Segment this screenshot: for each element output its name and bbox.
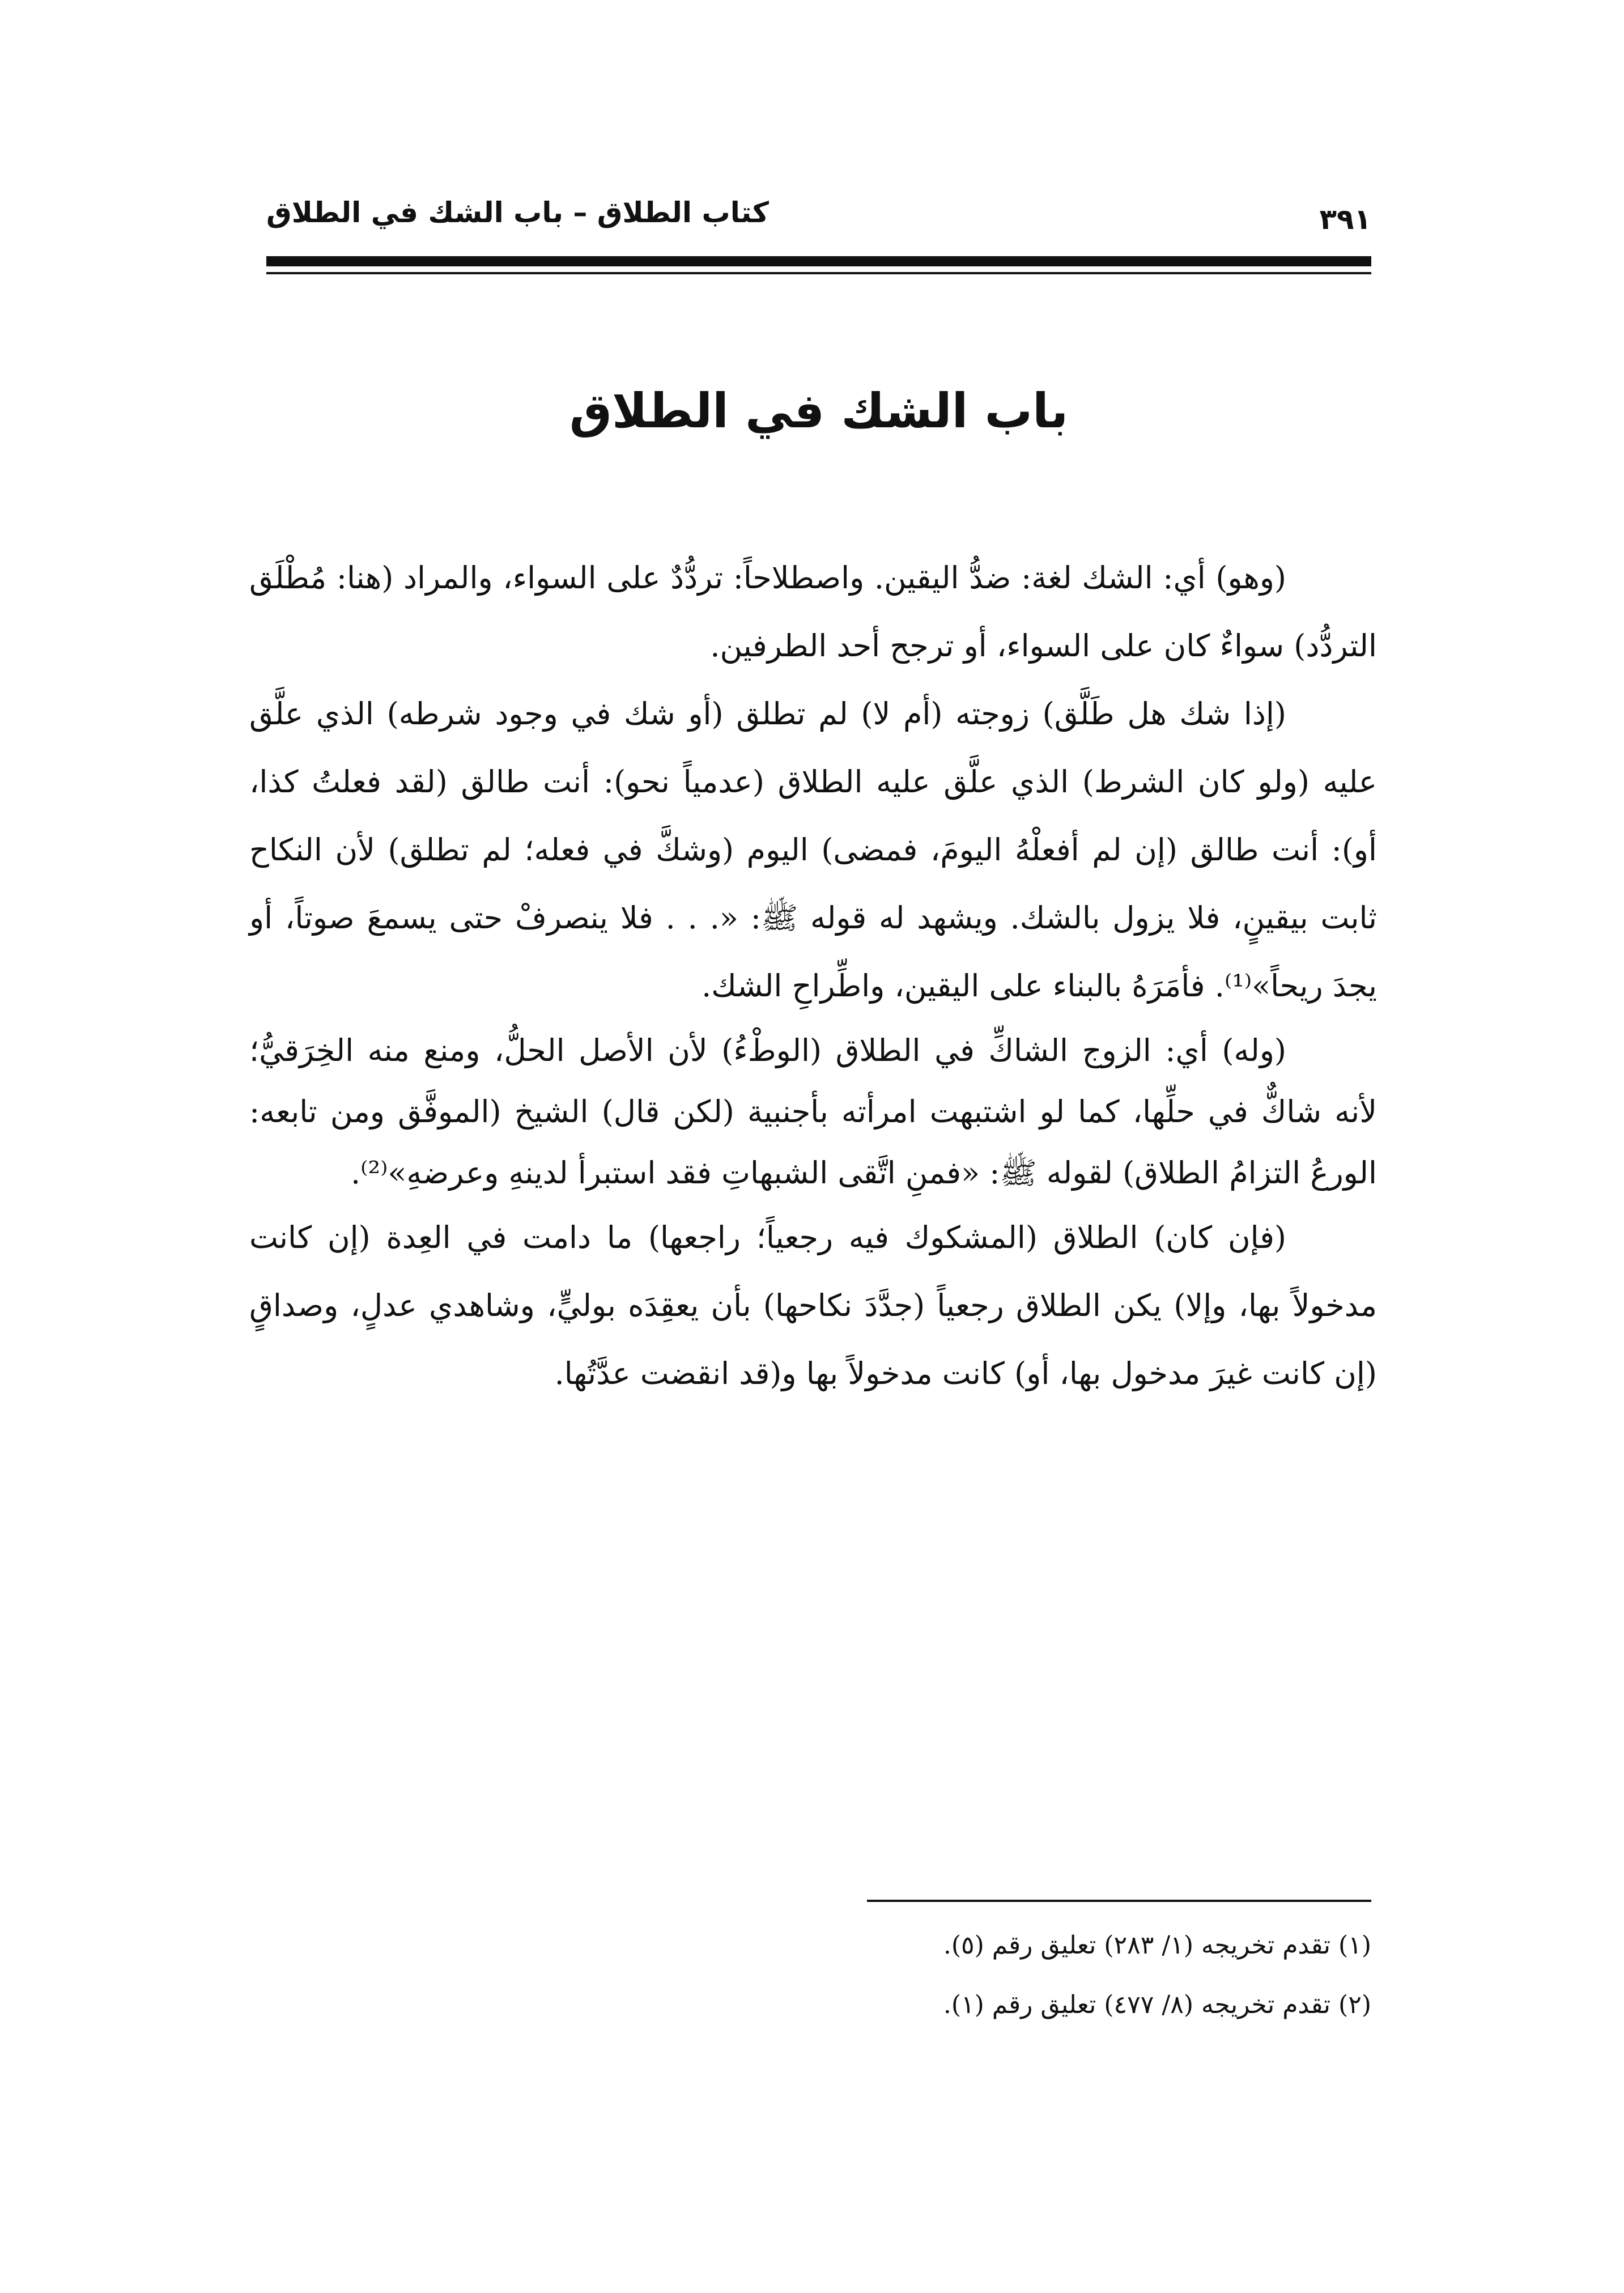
footnotes — [737, 1916, 1371, 2035]
body-text — [249, 544, 1377, 1408]
chapter-heading: باب الشك في الطلاق — [569, 383, 1069, 439]
header-title: كتاب الطلاق – باب الشك في الطلاق — [266, 196, 769, 229]
page-number: ٣٩١ — [1319, 203, 1371, 236]
paragraph-doubt-rule: (إذا شك هل طَلَّق) زوجته (أم لا) لم تطلق (أو شك في وجود شرطه) الذي علَّق عليه (ولو كان الشرط) الذي علَّق عليه الطلاق (عدمياً نحو): أنت طالق (لقد فعلتُ كذا، أو): أنت طالق (إن لم أفعلْهُ اليومَ، فمضى) اليوم (وشكَّ في فعله؛ لم تطلق) لأن النكاح ثابت بيقينٍ، فلا يزول بالشك. ويشهد له قوله ﷺ: «. . . فلا ينصرفْ حتى يسمعَ صوتاً، أو يجدَ ريحاً»⁽¹⁾. فأمَرَهُ بالبناء على اليقين، واطِّراحِ الشك. — [249, 696, 1377, 1004]
footnote-separator — [867, 1900, 1371, 1902]
footnote-1: (١) تقدم تخريجه (١/ ٢٨٣) تعليق رقم (٥). — [943, 1931, 1371, 1960]
footnote-2: (٢) تقدم تخريجه (٨/ ٤٧٧) تعليق رقم (١). — [943, 1990, 1371, 2019]
running-header — [266, 187, 1371, 244]
header-rule-thick — [266, 256, 1371, 266]
paragraph-definition: (وهو) أي: الشك لغة: ضدُّ اليقين. واصطلاحاً: تردُّدٌ على السواء، والمراد (هنا: مُطْلَق التردُّد) سواءٌ كان على السواء، أو ترجح أحد الطرفين. — [249, 560, 1377, 664]
paragraph-revocable: (فإن كان) الطلاق (المشكوك فيه رجعياً؛ راجعها) ما دامت في العِدة (إن كانت مدخولاً بها، وإلا) يكن الطلاق رجعياً (جدَّدَ نكاحها) بأن يعقِدَه بوليٍّ، وشاهدي عدلٍ، وصداقٍ (إن كانت غيرَ مدخول بها، أو) كانت مدخولاً بها و(قد انقضت عدَّتُها. — [249, 1220, 1377, 1391]
paragraph-intercourse: (وله) أي: الزوج الشاكِّ في الطلاق (الوطْءُ) لأن الأصل الحلُّ، ومنع منه الخِرَقيُّ؛ لأنه شاكٌّ في حلِّها، كما لو اشتبهت امرأته بأجنبية (لكن قال) الشيخ (الموفَّق ومن تابعه: الورعُ التزامُ الطلاق) لقوله ﷺ: «فمنِ اتَّقى الشبهاتِ فقد استبرأ لدينهِ وعرضهِ»⁽²⁾. — [249, 1033, 1377, 1191]
header-rule-thin — [266, 272, 1371, 274]
